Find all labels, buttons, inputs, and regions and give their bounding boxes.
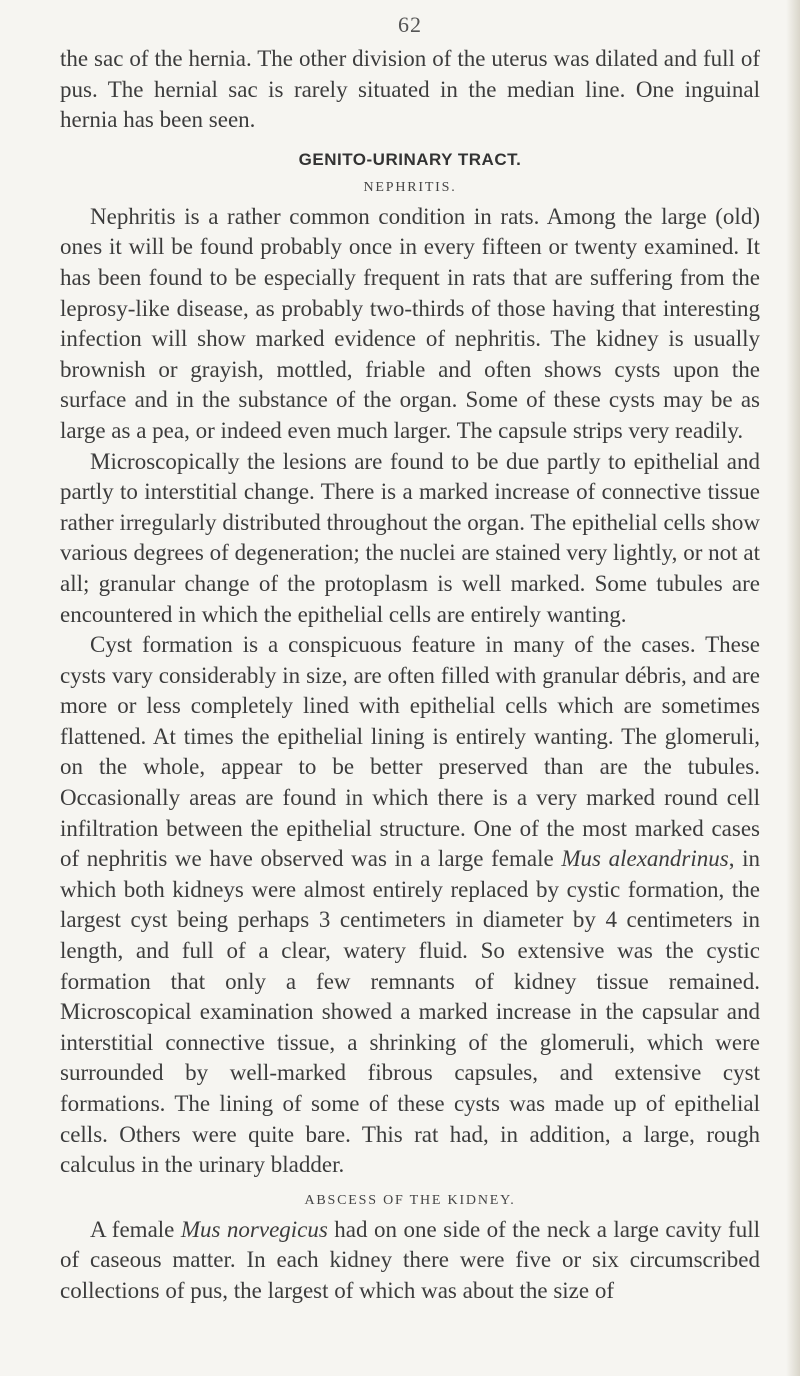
abscess-heading: ABSCESS OF THE KIDNEY. — [304, 1192, 516, 1208]
nephritis-p3-text-a: Cyst formation is a conspicuous feature in many of the cases. These cysts vary considerably in size, are often filled with granular débris, and are more or less completely lined with epithelial cells which are sometimes flattened. At times the epithelial lining is entirely wanting. The glomeruli, on the whole, appear to be better preserved than are the tubules. Occasionally areas are found in which there is a very marked round cell infiltration between the epithelial structure. One of the most marked cases of nephritis we have observed was in a large female — [60, 632, 760, 872]
book-page — [60, 12, 760, 1307]
opening-paragraph: the sac of the hernia. The other division of the uterus was dilated and full of pus. The hernial sac is rarely situated in the median line. One inguinal hernia has been seen. — [60, 46, 760, 133]
species-name-norvegicus: Mus norvegicus — [180, 1216, 328, 1242]
nephritis-paragraph-3 — [60, 630, 760, 1181]
species-name-alexandrinus: Mus alexandrinus — [561, 846, 729, 872]
abscess-p1-text-b: had on one side of the neck a large cavity full of caseous matter. In each kidney there were five or six circumscribed collections of pus, the largest of which was about the size of — [60, 1216, 761, 1303]
abscess-p1-text-a: A female — [90, 1216, 181, 1242]
nephritis-p3-text-b: , in which both kidneys were almost entirely replaced by cystic formation, the largest cyst being perhaps 3 centimeters in diameter by 4 centimeters in length, and full of a clear, watery fluid. So extensive was the cystic formation that only a few remnants of kidney tissue remained. Microscopical examination showed a marked increase in the capsular and interstitial connective tissue, a shrinking of the glomeruli, which were surrounded by well-marked fibrous capsules, and extensive cyst formations. The lining of some of these cysts was made up of epithelial cells. Others were quite bare. This rat had, in addition, a large, rough calculus in the urinary bladder. — [60, 846, 760, 1178]
nephritis-paragraph-1: Nephritis is a rather common condition in rats. Among the large (old) ones it will be found probably once in every fifteen or twenty examined. It has been found to be especially frequent in rats that are suffering from the leprosy-like disease, as probably two-thirds of those having that interesting infection will show marked evidence of nephritis. The kidney is usually brownish or grayish, mottled, friable and often shows cysts upon the surface and in the substance of the organ. Some of these cysts may be as large as a pea, or indeed even much larger. The capsule strips very readily. — [60, 203, 760, 443]
section-heading: GENITO-URINARY TRACT. — [298, 149, 522, 169]
page-edge-shadow — [786, 0, 800, 1376]
nephritis-heading: NEPHRITIS. — [363, 179, 457, 195]
abscess-paragraph-1 — [60, 1215, 760, 1307]
nephritis-paragraph-2: Microscopically the lesions are found to be due partly to epithelial and partly to interstitial change. There is a marked increase of connective tissue rather irregularly distributed throughout the organ. The epithelial cells show various degrees of degeneration; the nuclei are stained very lightly, or not at all; granular change of the protoplasm is well marked. Some tubules are encountered in which the epithelial cells are entirely wanting. — [60, 448, 760, 627]
page-number: 62 — [398, 12, 422, 37]
